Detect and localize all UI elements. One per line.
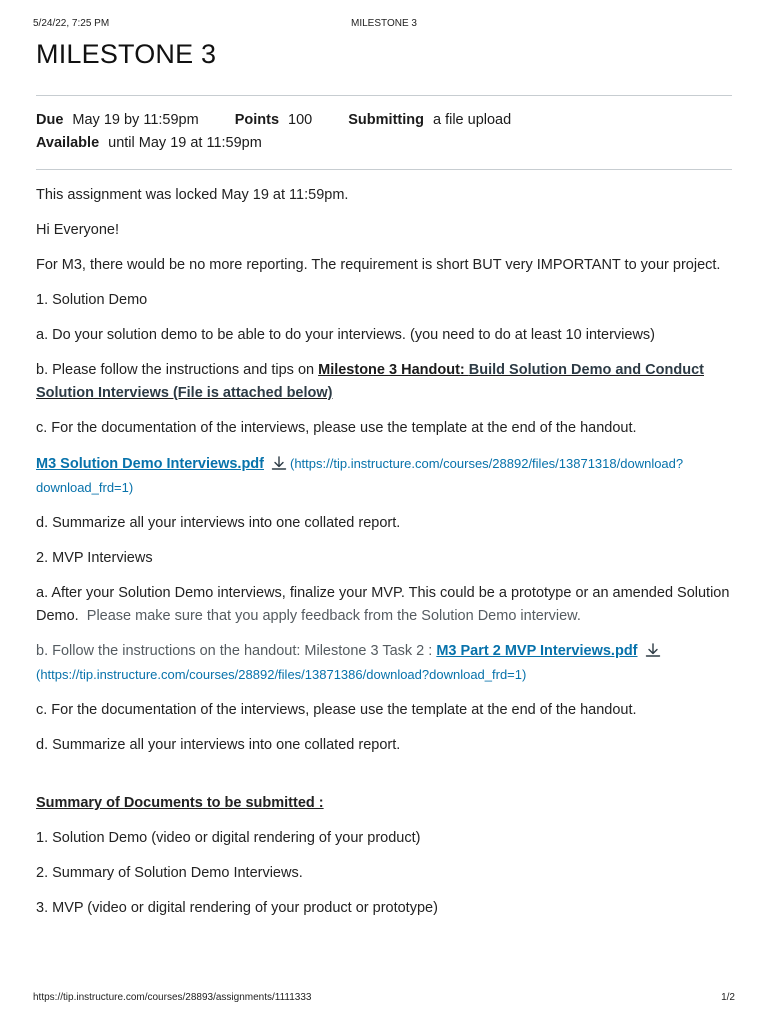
- section-1-item-b-text: b. Please follow the instructions and tips on: [36, 362, 319, 378]
- section-1-item-d: d. Summarize all your interviews into one collated report.: [36, 515, 401, 531]
- summary-item: 2. Summary of Solution Demo Interviews.: [36, 865, 303, 881]
- assignment-description: [36, 170, 732, 920]
- due-label: Due: [36, 112, 64, 128]
- download-icon[interactable]: [644, 643, 662, 657]
- section-1-heading: 1. Solution Demo: [36, 292, 148, 308]
- section-1-item-a: a. Do your solution demo to be able to do your interviews. (you need to do at least 10 interviews): [36, 327, 656, 343]
- details-row-2: [36, 132, 732, 155]
- section-2-item-b: [36, 640, 732, 687]
- summary-item: 1. Solution Demo (video or digital rendering of your product): [36, 830, 421, 846]
- print-date: 5/24/22, 7:25 PM: [33, 18, 110, 29]
- details-row-1: [36, 109, 732, 132]
- page-number: 1/2: [721, 992, 735, 1003]
- section-2-item-a: [36, 582, 732, 628]
- submitting-value: a file upload: [432, 112, 512, 128]
- handout-link-part1: Milestone 3 Handout:: [318, 362, 469, 378]
- available-label: Available: [36, 135, 100, 151]
- summary-heading: Summary of Documents to be submitted :: [36, 795, 324, 811]
- feedback-note: Please make sure that you apply feedback from the Solution Demo interview.: [86, 608, 581, 624]
- section-2-item-d: d. Summarize all your interviews into one collated report.: [36, 737, 401, 753]
- file-attachment-1: [36, 452, 732, 500]
- file-url-2: (https://tip.instructure.com/courses/28892/files/13871386/download?download_frd=1): [36, 667, 527, 682]
- section-2-item-a-text: a. After your Solution Demo interviews, finalize your MVP. This could be a prototype or an amended Solution Demo.: [36, 585, 730, 624]
- download-icon[interactable]: [270, 456, 288, 470]
- footer-url: https://tip.instructure.com/courses/28893/assignments/1111333: [33, 992, 312, 1003]
- greeting: Hi Everyone!: [36, 222, 120, 238]
- file-link-solution-demo[interactable]: M3 Solution Demo Interviews.pdf: [36, 456, 264, 472]
- section-2-heading: 2. MVP Interviews: [36, 550, 153, 566]
- due-value: May 19 by 11:59pm: [72, 112, 199, 128]
- section-2-item-c: c. For the documentation of the interviews, please use the template at the end of the handout.: [36, 702, 637, 718]
- intro-paragraph: For M3, there would be no more reporting. The requirement is short BUT very IMPORTANT to your project.: [36, 257, 721, 273]
- locked-notice: This assignment was locked May 19 at 11:59pm.: [36, 187, 349, 203]
- points-value: 100: [288, 112, 313, 128]
- section-2-item-b-text: b. Follow the instructions on the handout: Milestone 3 Task 2 :: [36, 643, 437, 659]
- assignment-details: [36, 96, 732, 169]
- handout-link-part3: Solution Interviews (File is attached below): [36, 385, 333, 401]
- assignment-content: [36, 38, 732, 932]
- handout-link-part2: Build Solution Demo and Conduct: [468, 362, 704, 378]
- print-title: MILESTONE 3: [351, 18, 417, 29]
- file-url-1: (https://tip.instructure.com/courses/28892/files/13871318/download?download_frd=1): [36, 456, 684, 495]
- available-value: until May 19 at 11:59pm: [108, 135, 262, 151]
- section-1-item-c: c. For the documentation of the interviews, please use the template at the end of the handout.: [36, 420, 637, 436]
- spacer: [36, 769, 732, 792]
- points-label: Points: [234, 112, 280, 128]
- print-header: [33, 18, 735, 32]
- print-footer: [33, 992, 735, 1006]
- section-1-item-b: [36, 359, 732, 405]
- summary-item: 3. MVP (video or digital rendering of your product or prototype): [36, 900, 438, 916]
- page-title: MILESTONE 3: [36, 39, 217, 69]
- submitting-label: Submitting: [348, 112, 424, 128]
- file-link-mvp-interviews[interactable]: M3 Part 2 MVP Interviews.pdf: [436, 643, 638, 659]
